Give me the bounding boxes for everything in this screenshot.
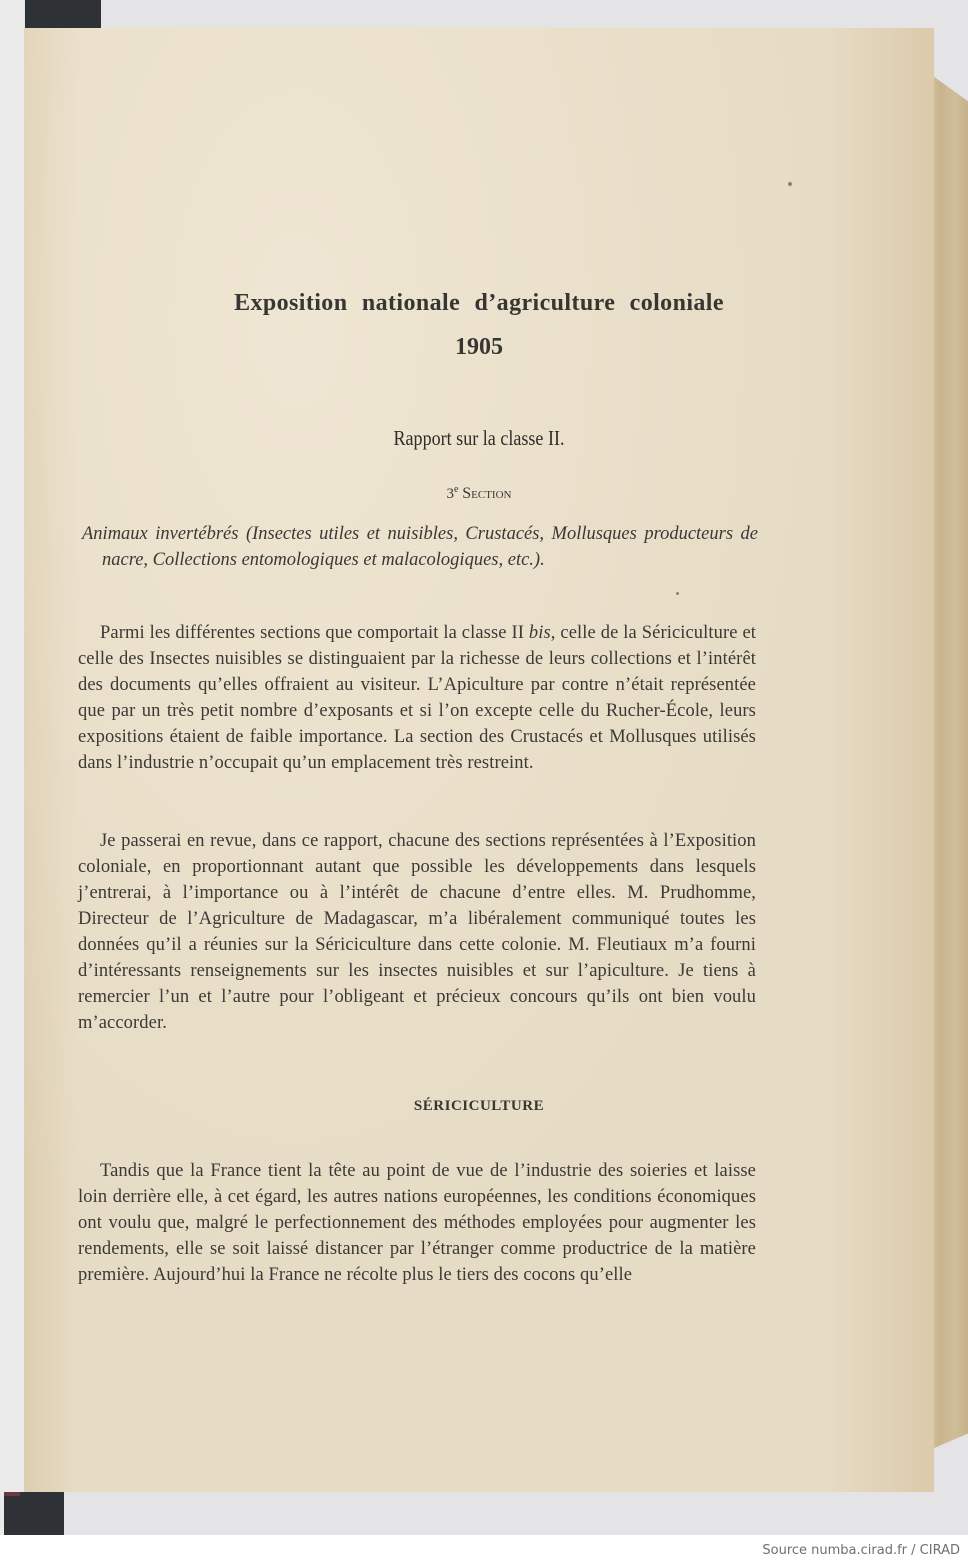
section-number: 3 [446, 486, 455, 502]
paper-speck [676, 592, 679, 595]
paragraph-acknowledgements: Je passerai en revue, dans ce rapport, chacune des sections représentées à l’Exposition coloniale, en proportionnant autant que possible les développements dans lesquels j’entrerai, à l’importance ou à l’intérêt de chacune d’entre elles. M. Prudhomme, Directeur de l’Agriculture de Madagascar, m’a libéralement communiqué toutes les données qu’il a réunies sur la Sériciculture dans cette colonie. M. Fleutiaux m’a fourni d’intéressants renseignements sur les insectes nuisibles et sur l’apiculture. Je tiens à remercier l’un et l’autre pour l’obligeant et précieux concours qu’ils ont bien voulu m’accorder. [78, 831, 756, 1033]
binding-tab-bottom [4, 1492, 64, 1535]
paper-speck [788, 182, 792, 186]
heading-sericulture: SÉRICICULTURE [413, 1098, 545, 1114]
document-year: 1905 [455, 334, 503, 360]
document-title: Exposition nationale d’agriculture coloniale [234, 290, 724, 316]
scan-left-margin [0, 0, 24, 1535]
section-label [24, 484, 934, 503]
paragraph-sericulture: Tandis que la France tient la tête au point de vue de l’industrie des soieries et laisse loin derrière elle, à cet égard, les autres nations européennes, les conditions économiques ont voulu que, malgré le perfectionnement des méthodes employées pour augmenter les rendements, elle se soit laissé distancer par l’étranger comme productrice de la matière première. Aujourd’hui la France ne récolte plus le tiers des cocons qu’elle [78, 1161, 756, 1285]
binding-tab-top [25, 0, 101, 28]
report-title: Rapport sur la classe II. [393, 426, 565, 450]
paragraph-intro-italic: bis [528, 623, 551, 643]
subtitle-rest: (Insectes utiles et nuisibles, Crustacés, Mollusques producteurs de nacre, Collections entomologiques et malacologiques, etc.). [102, 524, 758, 570]
source-caption: Source numba.cirad.fr / CIRAD [762, 1543, 960, 1558]
section-subtitle [82, 521, 758, 573]
subtitle-lead: Animaux invertébrés [82, 524, 239, 544]
paragraph-intro [78, 620, 756, 776]
paragraph-intro-end: , celle de la Sériciculture et celle des Insectes nuisibles se distinguaient par la richesse de leurs collections et l’intérêt des documents qu’elles offraient au visiteur. L’Apiculture par contre n’était représentée que par un très petit nombre d’exposants et si l’on excepte celle du Rucher-École, leurs expositions étaient de faible importance. La section des Crustacés et Mollusques utilisés dans l’industrie n’occupait qu’un emplacement très restreint. [78, 623, 757, 773]
paragraph-intro-start: Parmi les différentes sections que comportait la classe II [100, 623, 529, 643]
scanned-page [24, 28, 934, 1492]
section-ordinal-suffix: e [454, 484, 459, 495]
section-word: Section [462, 485, 512, 502]
